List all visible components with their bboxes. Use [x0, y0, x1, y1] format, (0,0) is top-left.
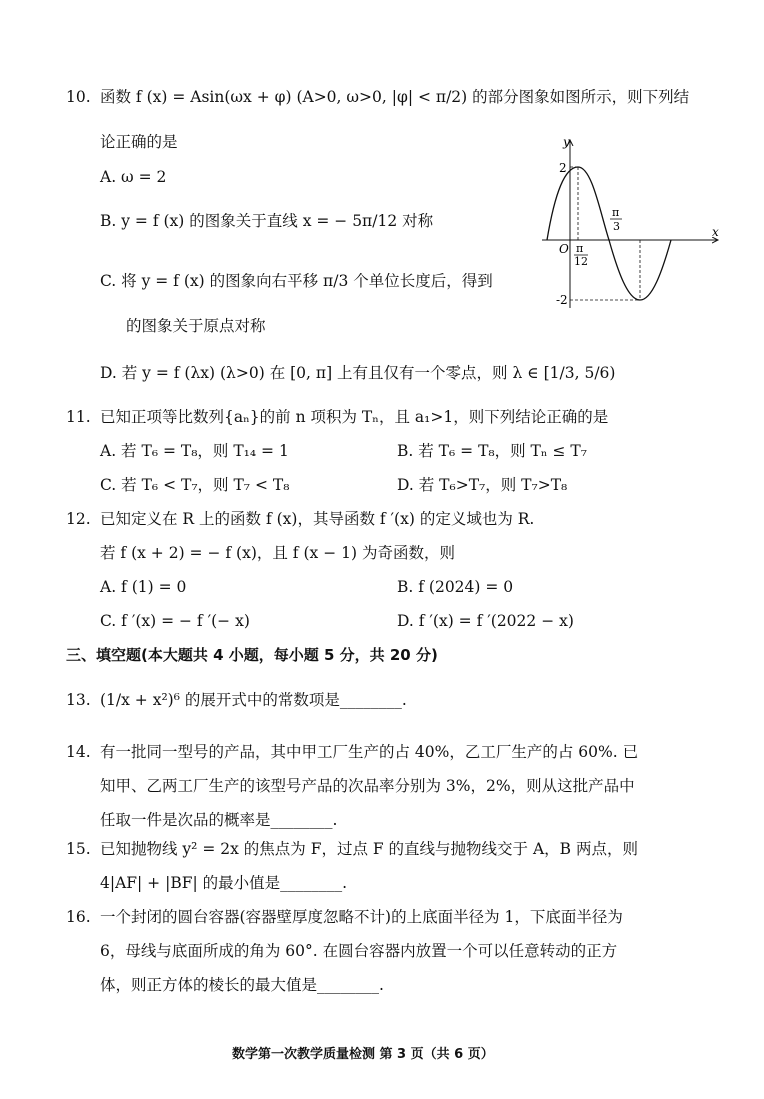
q13-number: 13.	[66, 691, 91, 709]
q10-option-c-line2: 的图象关于原点对称	[126, 317, 266, 335]
q10-stem-line1: 函数 f (x) = Asin(ωx + φ) (A>0, ω>0, |φ| < π/2) 的部分图象如图所示，则下列结	[100, 88, 690, 106]
graph-y-max-label: 2	[559, 161, 567, 175]
q10-sine-graph	[530, 132, 730, 312]
q16-number: 16.	[66, 908, 91, 926]
q14-line1: 有一批同一型号的产品，其中甲工厂生产的占 40%，乙工厂生产的占 60%. 已	[100, 743, 639, 761]
q14-line3: 任取一件是次品的概率是________.	[100, 811, 338, 829]
graph-tick-b-denominator: 3	[613, 220, 620, 233]
q10-option-a: A. ω = 2	[100, 168, 167, 186]
q16-line3: 体，则正方体的棱长的最大值是________.	[100, 976, 384, 994]
graph-sine-curve	[547, 167, 671, 300]
q12-number: 12.	[66, 510, 91, 528]
graph-tick-b-numerator: π	[612, 206, 620, 219]
q12-option-d: D. f ′(x) = f ′(2022 − x)	[397, 612, 574, 630]
q12-option-c: C. f ′(x) = − f ′(− x)	[100, 612, 250, 630]
q13-text: (1/x + x²)⁶ 的展开式中的常数项是________.	[100, 691, 407, 709]
graph-y-min-label: -2	[556, 293, 568, 307]
graph-y-label: y	[563, 135, 570, 149]
q16-line2: 6，母线与底面所成的角为 60°. 在圆台容器内放置一个可以任意转动的正方	[100, 942, 618, 960]
q10-option-b: B. y = f (x) 的图象关于直线 x = − 5π/12 对称	[100, 212, 434, 230]
q12-option-a: A. f (1) = 0	[100, 578, 187, 596]
q11-stem: 已知正项等比数列{aₙ}的前 n 项积为 Tₙ，且 a₁>1，则下列结论正确的是	[100, 408, 609, 426]
q10-option-d: D. 若 y = f (λx) (λ>0) 在 [0, π] 上有且仅有一个零点，则 λ ∈ [1/3, 5/6)	[100, 364, 616, 382]
q12-stem-line2: 若 f (x + 2) = − f (x)，且 f (x − 1) 为奇函数，则	[100, 544, 455, 562]
q12-stem-line1: 已知定义在 R 上的函数 f (x)，其导函数 f ′(x) 的定义域也为 R.	[100, 510, 535, 528]
graph-origin-label: O	[559, 242, 569, 256]
q15-line1: 已知抛物线 y² = 2x 的焦点为 F，过点 F 的直线与抛物线交于 A，B 两点，则	[100, 840, 638, 858]
q11-option-c: C. 若 T₆ < T₇，则 T₇ < T₈	[100, 476, 290, 494]
graph-tick-a-denominator: 12	[574, 255, 588, 268]
q14-line2: 知甲、乙两工厂生产的该型号产品的次品率分别为 3%，2%，则从这批产品中	[100, 777, 635, 795]
q11-option-d: D. 若 T₆>T₇，则 T₇>T₈	[397, 476, 568, 494]
q11-option-b: B. 若 T₆ = T₈，则 Tₙ ≤ T₇	[397, 442, 587, 460]
q15-line2: 4|AF| + |BF| 的最小值是________.	[100, 874, 348, 892]
q11-option-a: A. 若 T₆ = T₈，则 T₁₄ = 1	[100, 442, 289, 460]
q11-number: 11.	[66, 408, 91, 426]
graph-x-label: x	[712, 225, 719, 239]
q16-line1: 一个封闭的圆台容器(容器壁厚度忽略不计)的上底面半径为 1，下底面半径为	[100, 908, 623, 926]
q10-stem-line2: 论正确的是	[100, 133, 178, 151]
page-footer: 数学第一次教学质量检测 第 3 页（共 6 页）	[232, 1047, 494, 1062]
q10-option-c-line1: C. 将 y = f (x) 的图象向右平移 π/3 个单位长度后，得到	[100, 272, 493, 290]
q15-number: 15.	[66, 840, 91, 858]
q10-number: 10.	[66, 88, 91, 106]
graph-tick-a-numerator: π	[576, 242, 584, 255]
q12-option-b: B. f (2024) = 0	[397, 578, 514, 596]
q14-number: 14.	[66, 743, 91, 761]
section-3-heading: 三、填空题(本大题共 4 小题，每小题 5 分，共 20 分)	[66, 646, 438, 664]
